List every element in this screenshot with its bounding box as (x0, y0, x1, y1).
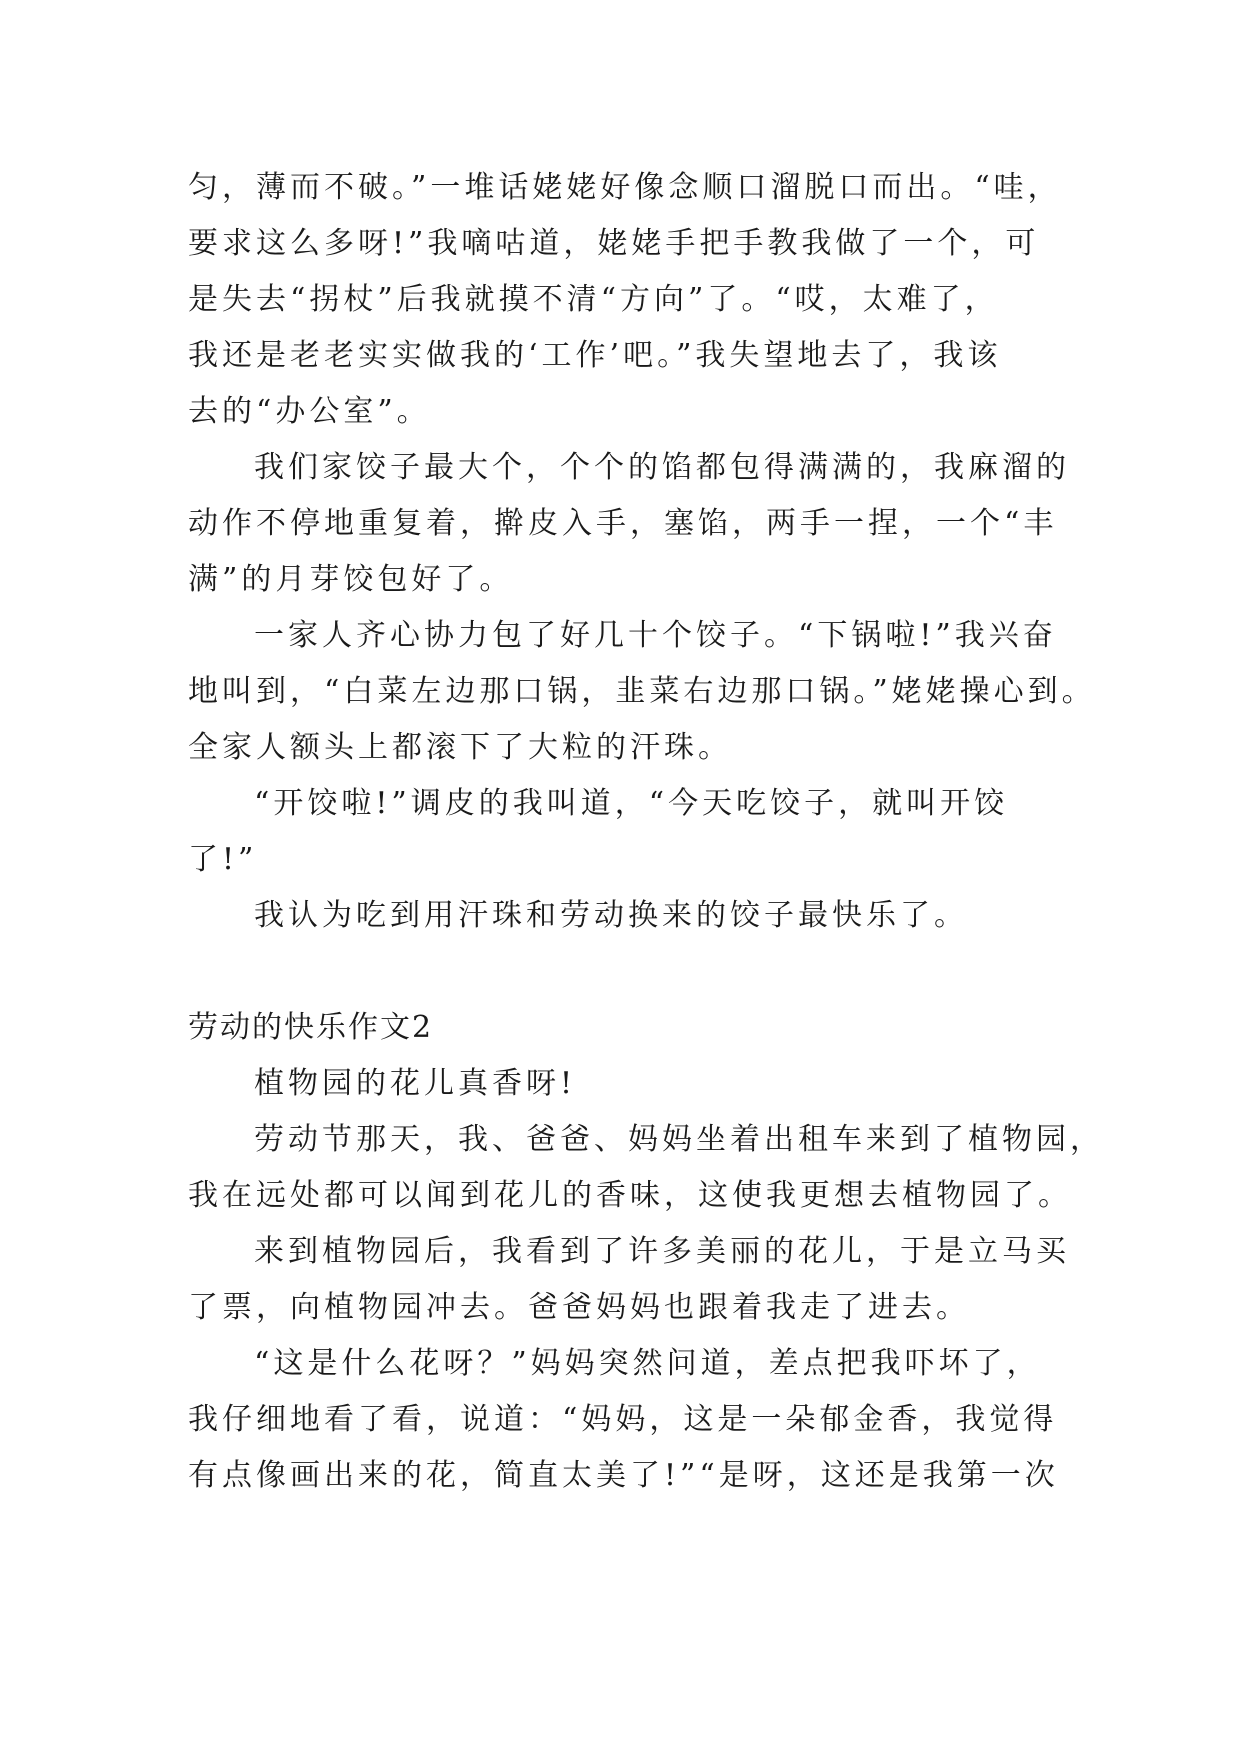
text-line: 了票，向植物园冲去。爸爸妈妈也跟着我走了进去。 (188, 1290, 970, 1325)
text-line: 了!” (188, 842, 258, 877)
text-line: 有点像画出来的花，简直太美了!”“是呀，这还是我第一次 (188, 1458, 1059, 1493)
text-line: 我仔细地看了看，说道：“妈妈，这是一朵郁金香，我觉得 (188, 1402, 1058, 1437)
text-line: 要求这么多呀!”我嘀咕道，姥姥手把手教我做了一个，可 (188, 226, 1040, 261)
text-line: 满”的月芽饺包好了。 (188, 562, 514, 597)
paragraph-start-line: 劳动节那天，我、爸爸、妈妈坐着出租车来到了植物园， (254, 1122, 1104, 1157)
paragraph-start-line: “这是什么花呀？”妈妈突然问道，差点把我吓坏了， (254, 1346, 1041, 1381)
text-line: 地叫到，“白菜左边那口锅，韭菜右边那口锅。”姥姥操心到。 (188, 674, 1096, 709)
text-line: 去的“办公室”。 (188, 394, 431, 429)
text-line: 我在远处都可以闻到花儿的香味，这使我更想去植物园了。 (188, 1178, 1072, 1213)
paragraph-start-line: 我认为吃到用汗珠和劳动换来的饺子最快乐了。 (254, 898, 968, 933)
text-line: 动作不停地重复着，擀皮入手，塞馅，两手一捏，一个“丰 (188, 506, 1058, 541)
text-line: 是失去“拐杖”后我就摸不清“方向”了。“哎，太难了， (188, 282, 999, 317)
paragraph-start-line: 我们家饺子最大个，个个的馅都包得满满的，我麻溜的 (254, 450, 1070, 485)
text-line: 全家人额头上都滚下了大粒的汗珠。 (188, 730, 732, 765)
document-page (188, 160, 1104, 1504)
paragraph-start-line: “开饺啦!”调皮的我叫道，“今天吃饺子，就叫开饺 (254, 786, 1009, 821)
essay-heading: 植物园的花儿真香呀! (254, 1066, 577, 1101)
text-line: 匀，薄而不破。”一堆话姥姥好像念顺口溜脱口而出。“哇， (188, 170, 1062, 205)
section-spacer (188, 944, 1068, 1000)
paragraph-start-line: 来到植物园后，我看到了许多美丽的花儿，于是立马买 (254, 1234, 1070, 1269)
section-title: 劳动的快乐作文2 (188, 1010, 434, 1045)
text-line: 我还是老老实实做我的‘工作’吧。”我失望地去了，我该 (188, 338, 1002, 373)
paragraph-start-line: 一家人齐心协力包了好几十个饺子。“下锅啦!”我兴奋 (254, 618, 1057, 653)
